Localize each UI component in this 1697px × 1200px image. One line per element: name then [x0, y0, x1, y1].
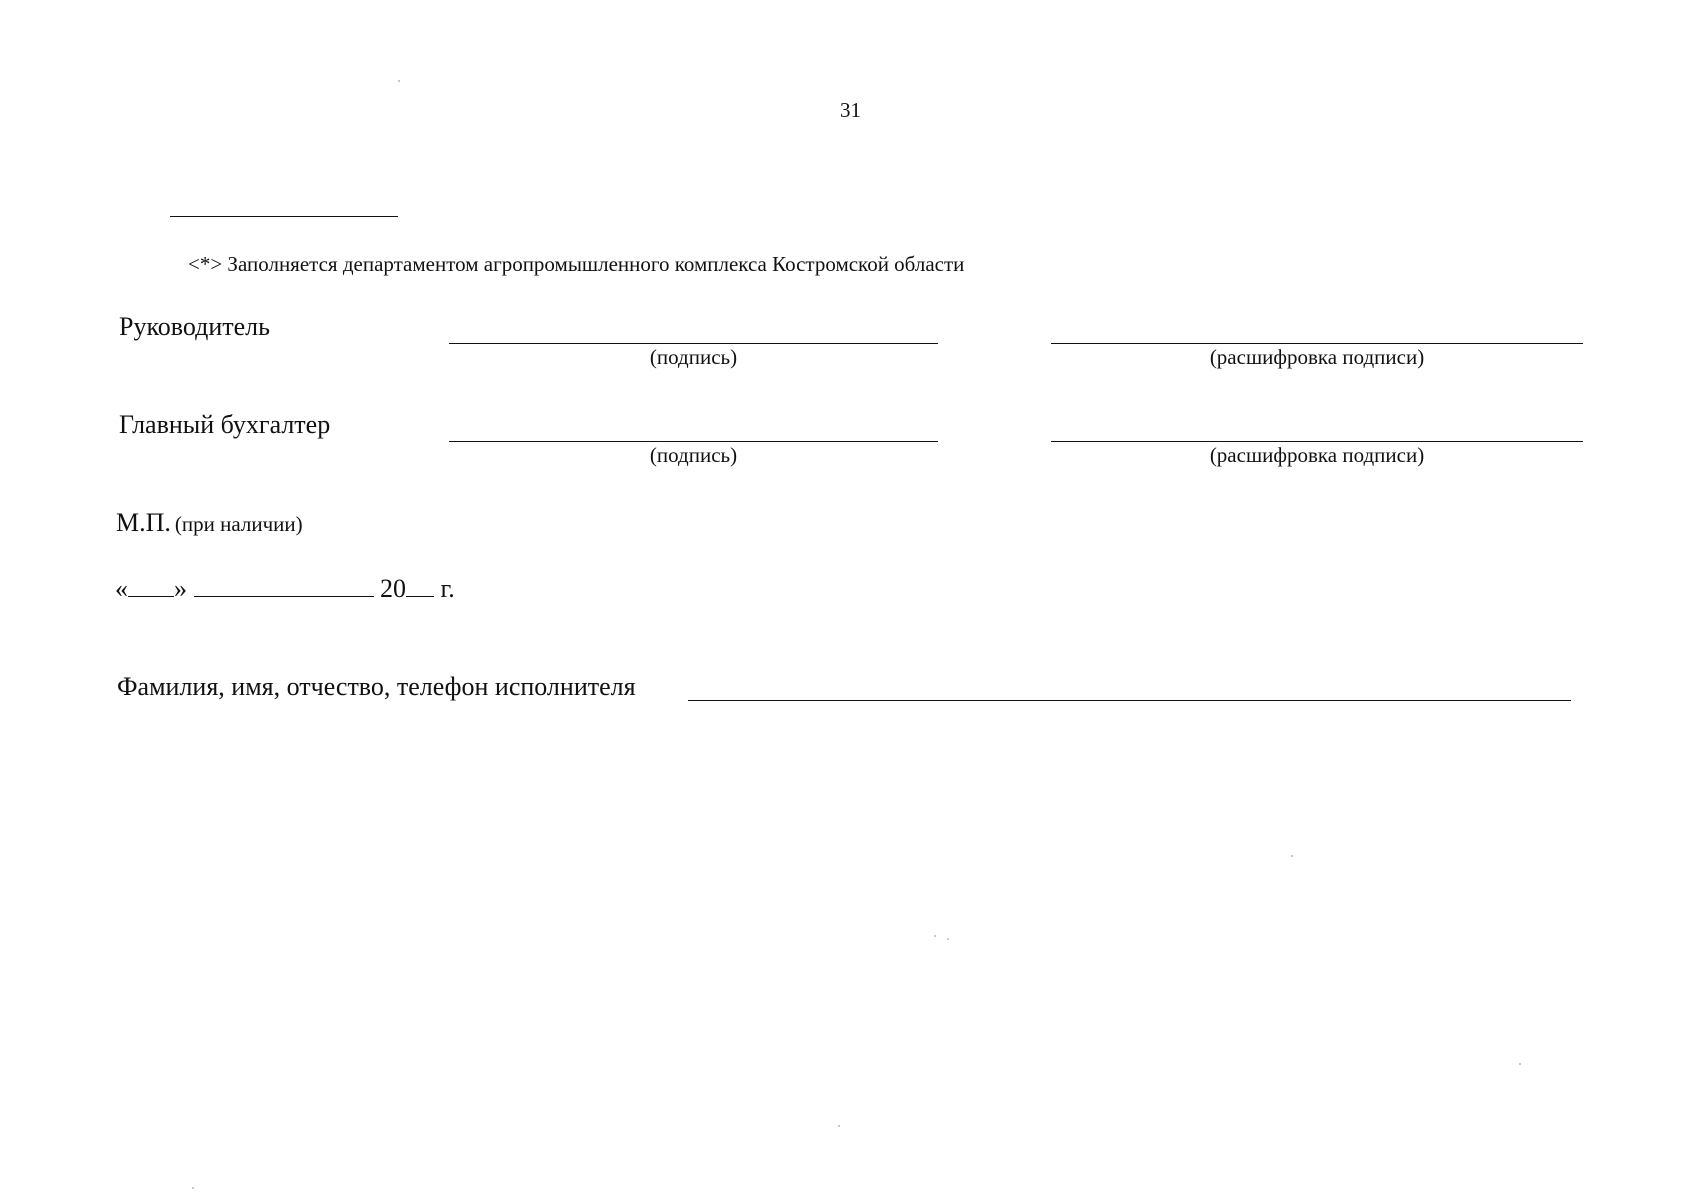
scan-speck [1291, 855, 1293, 857]
chief-accountant-signature-line[interactable] [449, 441, 938, 442]
chief-accountant-decoding-line[interactable] [1051, 441, 1583, 442]
chief-accountant-signature-caption: (подпись) [649, 443, 738, 467]
year-prefix: 20 [380, 574, 406, 603]
day-input-line[interactable] [128, 572, 174, 597]
head-signature-line[interactable] [449, 343, 938, 344]
footnote-separator [170, 216, 398, 217]
scan-speck [1519, 1063, 1521, 1065]
scan-speck [934, 935, 936, 937]
month-input-line[interactable] [194, 572, 374, 597]
head-signature-caption: (подпись) [649, 345, 738, 369]
chief-accountant-decoding-caption: (расшифровка подписи) [1209, 443, 1425, 467]
executor-label: Фамилия, имя, отчество, телефон исполнителя [117, 672, 636, 701]
stamp-label: М.П. [116, 508, 171, 537]
page-number: 31 [840, 98, 861, 122]
head-decoding-caption: (расшифровка подписи) [1209, 345, 1425, 369]
scan-speck [192, 1187, 194, 1189]
date-close-quote: » [174, 574, 187, 603]
head-label: Руководитель [119, 312, 270, 341]
footnote-text: <*> Заполняется департаментом агропромышленного комплекса Костромской области [188, 252, 965, 276]
year-suffix: г. [440, 574, 455, 603]
executor-input-line[interactable] [688, 700, 1571, 701]
head-decoding-line[interactable] [1051, 343, 1583, 344]
scan-speck [838, 1125, 840, 1127]
chief-accountant-label: Главный бухгалтер [119, 410, 331, 439]
scan-speck [398, 80, 400, 82]
scan-speck [947, 938, 949, 940]
year-input-line[interactable] [406, 572, 434, 597]
date-open-quote: « [115, 574, 128, 603]
stamp-note: (при наличии) [174, 512, 303, 536]
stamp-block [116, 508, 303, 538]
date-field [115, 572, 455, 604]
